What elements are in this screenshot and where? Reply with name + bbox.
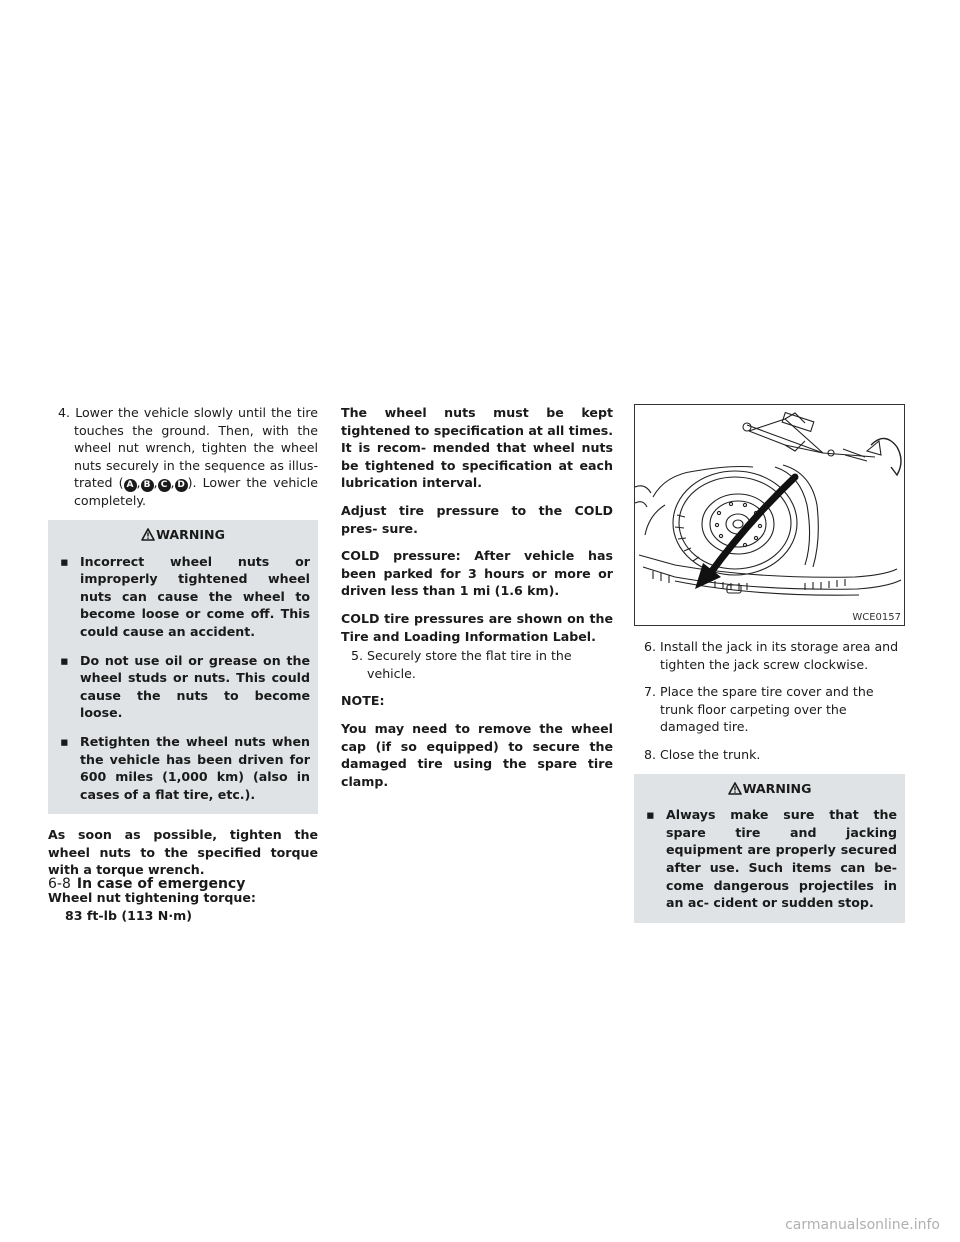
paragraph-adjust: Adjust tire pressure to the COLD pres- sure.: [341, 502, 613, 536]
warning-item: ▪ Incorrect wheel nuts or improperly tightened wheel nuts can cause the wheel to become loose or come off. This could cause an accident.: [60, 553, 310, 639]
mark-d: D: [175, 479, 188, 492]
spare-tire-jack-illustration: [635, 405, 904, 625]
column-middle: [341, 404, 613, 800]
step-4: 4. Lower the vehicle slowly until the tire touches the ground. Then, with the wheel nut wrench, tighten the wheel nuts securely in the sequence as illus- trated ( A , B , C , D ). Lower the vehicle completely.: [58, 405, 318, 509]
column-left: [48, 404, 318, 934]
warning-item: ▪ Always make sure that the spare tire and jacking equipment are properly secured after use. Such items can be- come dangerous projectiles in an ac- cident or sudden stop.: [646, 807, 897, 911]
step-6: 6. Install the jack in its storage area and tighten the jack screw clockwise.: [644, 639, 899, 672]
bullet-icon: ▪: [60, 553, 69, 569]
tighten-paragraph: As soon as possible, tighten the wheel nuts to the specified torque with a torque wrench.: [48, 827, 318, 878]
mark-c: C: [158, 479, 171, 492]
warning-box: [634, 774, 905, 923]
page-footer: [48, 876, 245, 892]
note-text: You may need to remove the wheel cap (if so equipped) to secure the damaged tire using the spare tire clamp.: [341, 720, 613, 789]
bullet-icon: ▪: [60, 652, 69, 668]
mark-a: A: [124, 479, 137, 492]
step-7: 7. Place the spare tire cover and the trunk floor carpeting over the damaged tire.: [644, 684, 874, 735]
step-5: 5. Securely store the flat tire in the vehicle.: [351, 648, 572, 681]
paragraph-label: COLD tire pressures are shown on the Tire and Loading Information Label.: [341, 610, 613, 644]
column-right: [634, 404, 905, 935]
warning-item: ▪ Retighten the wheel nuts when the vehicle has been driven for 600 miles (1,000 km) (also in cases of a flat tire, etc.).: [60, 733, 310, 802]
spare-tire-figure: [634, 404, 905, 626]
bullet-icon: ▪: [60, 733, 69, 749]
paragraph-spec: The wheel nuts must be kept tightened to specification at all times. It is recom- mended that wheel nuts be tightened to specification at each lubrication interval.: [341, 405, 614, 491]
step-8: 8. Close the trunk.: [644, 746, 761, 762]
torque-label: Wheel nut tightening torque:: [48, 890, 256, 906]
warning-heading: WARNING: [642, 776, 897, 807]
warning-box: [48, 520, 318, 814]
warning-triangle-icon: [728, 782, 742, 795]
warning-triangle-icon: [141, 528, 155, 541]
warning-item: ▪ Do not use oil or grease on the wheel studs or nuts. This could cause the nuts to become loose.: [60, 652, 310, 721]
bullet-icon: ▪: [646, 807, 655, 823]
mark-b: B: [141, 479, 154, 492]
note-label: NOTE:: [341, 693, 385, 709]
page-number: 6-8: [48, 876, 71, 892]
torque-value: 83 ft-lb (113 N·m): [65, 907, 192, 923]
warning-heading: WARNING: [56, 522, 310, 553]
watermark: carmanualsonline.info: [785, 1217, 940, 1233]
paragraph-cold: COLD pressure: After vehicle has been parked for 3 hours or more or driven less than 1 mi (1.6 km).: [341, 548, 613, 599]
figure-code: WCE0157: [852, 612, 901, 623]
section-title: In case of emergency: [76, 876, 246, 892]
